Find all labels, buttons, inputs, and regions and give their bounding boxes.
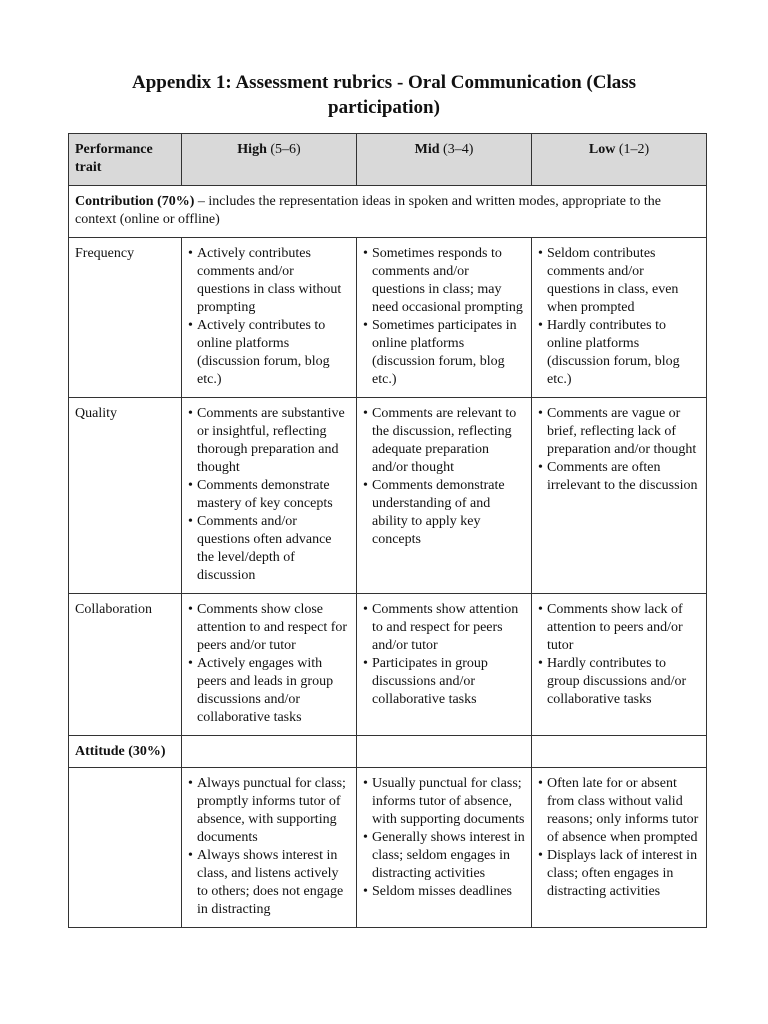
bullet-item: • Hardly contributes to group discussions and/or collaborative tasks bbox=[538, 655, 700, 709]
cell-low bbox=[532, 594, 707, 736]
bullet-item: • Comments and/or questions often advance the level/depth of discussion bbox=[188, 513, 350, 585]
header-low: Low (1–2) bbox=[532, 134, 707, 186]
bullet-item: • Always shows interest in class, and listens actively to others; does not engage in distracting bbox=[188, 847, 350, 919]
section-attitude: Attitude (30%) bbox=[69, 736, 182, 768]
trait-label: Quality bbox=[69, 398, 182, 594]
cell-high bbox=[182, 238, 357, 398]
trait-label: Collaboration bbox=[69, 594, 182, 736]
bullet-item: • Sometimes responds to comments and/or questions in class; may need occasional prompting bbox=[363, 245, 525, 317]
section-row-contribution bbox=[69, 186, 707, 238]
cell-low bbox=[532, 768, 707, 928]
cell-mid bbox=[357, 594, 532, 736]
bullet-item: • Comments demonstrate understanding of and ability to apply key concepts bbox=[363, 477, 525, 549]
header-mid: Mid (3–4) bbox=[357, 134, 532, 186]
bullet-item: • Comments are relevant to the discussion, reflecting adequate preparation and/or thought bbox=[363, 405, 525, 477]
cell-high bbox=[182, 768, 357, 928]
bullet-item: • Comments show lack of attention to peers and/or tutor bbox=[538, 601, 700, 655]
bullet-item: • Comments are substantive or insightful, reflecting thorough preparation and thought bbox=[188, 405, 350, 477]
bullet-item: • Seldom misses deadlines bbox=[363, 883, 525, 901]
page-title: Appendix 1: Assessment rubrics - Oral Communication (Class participation) bbox=[131, 72, 637, 118]
section-description: – includes the representation ideas in spoken and written modes, appropriate to the context (online or offline) bbox=[75, 194, 661, 227]
bullet-item: • Participates in group discussions and/or collaborative tasks bbox=[363, 655, 525, 709]
cell-low bbox=[532, 238, 707, 398]
trait-row-frequency bbox=[69, 238, 707, 398]
bullet-item: • Usually punctual for class; informs tutor of absence, with supporting documents bbox=[363, 775, 525, 829]
bullet-item: • Comments show attention to and respect for peers and/or tutor bbox=[363, 601, 525, 655]
cell-mid bbox=[357, 398, 532, 594]
cell-high bbox=[182, 594, 357, 736]
bullet-item: • Hardly contributes to online platforms (discussion forum, blog etc.) bbox=[538, 317, 700, 389]
trait-row-quality bbox=[69, 398, 707, 594]
bullet-item: • Displays lack of interest in class; often engages in distracting activities bbox=[538, 847, 700, 901]
cell-mid bbox=[357, 238, 532, 398]
trait-row-attitude bbox=[69, 768, 707, 928]
bullet-item: • Sometimes participates in online platforms (discussion forum, blog etc.) bbox=[363, 317, 525, 389]
cell-high bbox=[182, 398, 357, 594]
cell-mid bbox=[357, 768, 532, 928]
bullet-item: • Generally shows interest in class; seldom engages in distracting activities bbox=[363, 829, 525, 883]
section-heading: Contribution (70%) bbox=[75, 194, 195, 209]
empty-cell bbox=[357, 736, 532, 768]
bullet-item: • Comments are often irrelevant to the discussion bbox=[538, 459, 700, 495]
bullet-item: • Actively contributes to online platforms (discussion forum, blog etc.) bbox=[188, 317, 350, 389]
trait-label: Frequency bbox=[69, 238, 182, 398]
bullet-item: • Seldom contributes comments and/or questions in class, even when prompted bbox=[538, 245, 700, 317]
bullet-item: • Actively engages with peers and leads in group discussions and/or collaborative tasks bbox=[188, 655, 350, 727]
bullet-item: • Comments are vague or brief, reflecting lack of preparation and/or thought bbox=[538, 405, 700, 459]
bullet-item: • Actively contributes comments and/or questions in class without prompting bbox=[188, 245, 350, 317]
bullet-item: • Comments show close attention to and respect for peers and/or tutor bbox=[188, 601, 350, 655]
bullet-item: • Often late for or absent from class without valid reasons; only informs tutor of absence when prompted bbox=[538, 775, 700, 847]
section-contribution bbox=[69, 186, 707, 238]
bullet-item: • Always punctual for class; promptly informs tutor of absence, with supporting documents bbox=[188, 775, 350, 847]
rubric-table bbox=[68, 133, 707, 928]
cell-low bbox=[532, 398, 707, 594]
trait-row-collaboration bbox=[69, 594, 707, 736]
header-trait: Performance trait bbox=[69, 134, 182, 186]
trait-label-empty bbox=[69, 768, 182, 928]
header-high: High (5–6) bbox=[182, 134, 357, 186]
empty-cell bbox=[532, 736, 707, 768]
empty-cell bbox=[182, 736, 357, 768]
bullet-item: • Comments demonstrate mastery of key concepts bbox=[188, 477, 350, 513]
header-row bbox=[69, 134, 707, 186]
section-row-attitude bbox=[69, 736, 707, 768]
